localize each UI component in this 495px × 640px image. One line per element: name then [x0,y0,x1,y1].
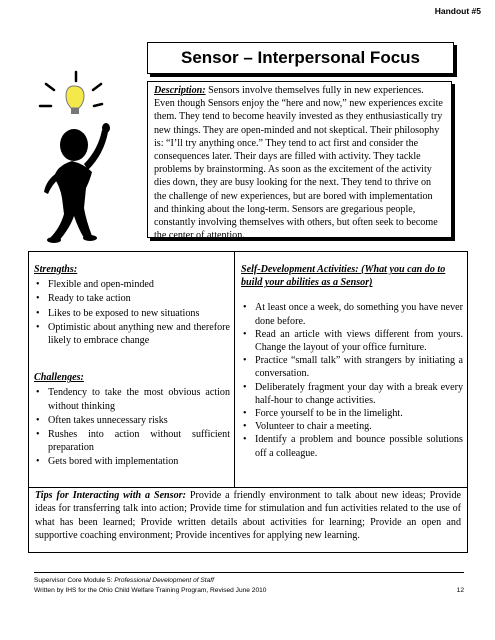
list-item: • Ready to take action [48,292,230,305]
list-item: • Deliberately fragment your day with a break every half-hour to change activities. [255,381,463,407]
self-development-heading: Self-Development Activities: (What you can do to build your abilities as a Sensor) [241,264,446,289]
challenges-heading: Challenges: [34,372,84,384]
list-item: • Gets bored with implementation [48,455,230,468]
page-title: Sensor – Interpersonal Focus [180,48,420,67]
list-item: • Practice “small talk” with strangers by initiating a conversation. [255,354,463,380]
footer-module-prefix: Supervisor Core Module 5: [34,577,115,584]
self-development-list [241,301,463,459]
list-item: • Often takes unnecessary risks [48,414,230,427]
list-item: • Identify a problem and bounce possible solutions off a colleague. [255,433,463,459]
list-item: • Rushes into action without sufficient preparation [48,428,230,454]
tips-label: Tips for Interacting with a Sensor: [35,490,186,501]
list-item: • Optimistic about anything new and therefore likely to embrace change [48,321,230,347]
footer-module-title: Professional Development of Staff [114,577,214,584]
title-box [147,42,454,74]
tips-box [28,487,468,553]
right-column [241,263,463,460]
list-item: • Force yourself to be in the limelight. [255,407,463,420]
footer-credit [34,587,464,594]
description-label: Description: [154,85,206,96]
figure-illustration [26,68,144,246]
tips-text: Provide a friendly environment to talk about new ideas; Provide ideas for transferring talk into action; Provide time for stimulation and fun activities related to the use of what has been learned; Provide written details about activities for learning; Provide an open and supportive coaching environment; Provide incentives for applying new learning. [35,490,461,541]
challenges-list [34,386,230,468]
description-text: Sensors involve themselves fully in new experiences. Even though Sensors enjoy the “here and now,” new experiences excite them. They tend to become heavily invested as they enthusiastically try new things. They are open-minded and not skeptical. Their philosophy is: “I’ll try anything once.” They tend to act first and consider the consequences later. Their days are filled with activity. They tackle problems by brainstorming. As soon as the excitement of the activity dies down, they are busy looking for the next. They tend to thrive on the challenge of new experiences, but are bored with implementation and thinking about the long-term. Sensors are gregarious people, constantly involving themselves with others, but often seek to become the center of attention. [154,85,443,242]
description-box [147,81,452,242]
list-item: • Read an article with views different from yours. Change the layout of your office furniture. [255,328,463,354]
left-column [34,263,230,470]
stick-figure-lightbulb-icon [26,68,144,246]
column-divider [234,251,235,488]
lightbulb-icon [66,86,84,114]
strengths-list [34,278,230,347]
list-item: • Tendency to take the most obvious action without thinking [48,386,230,412]
footer-module [34,577,214,584]
page-number: 12 [456,587,464,594]
stick-figure [44,123,110,243]
spacer [34,348,230,371]
footer-credit-text: Written by IHS for the Ohio Child Welfare Training Program, Revised June 2010 [34,587,267,594]
footer-divider [34,572,464,573]
list-item: • At least once a week, do something you have never done before. [255,301,463,327]
strengths-heading: Strengths: [34,264,78,275]
handout-label: Handout #5 [434,6,481,16]
list-item: • Volunteer to chair a meeting. [255,420,463,433]
list-item: • Likes to be exposed to new situations [48,307,230,320]
list-item: • Flexible and open-minded [48,278,230,291]
